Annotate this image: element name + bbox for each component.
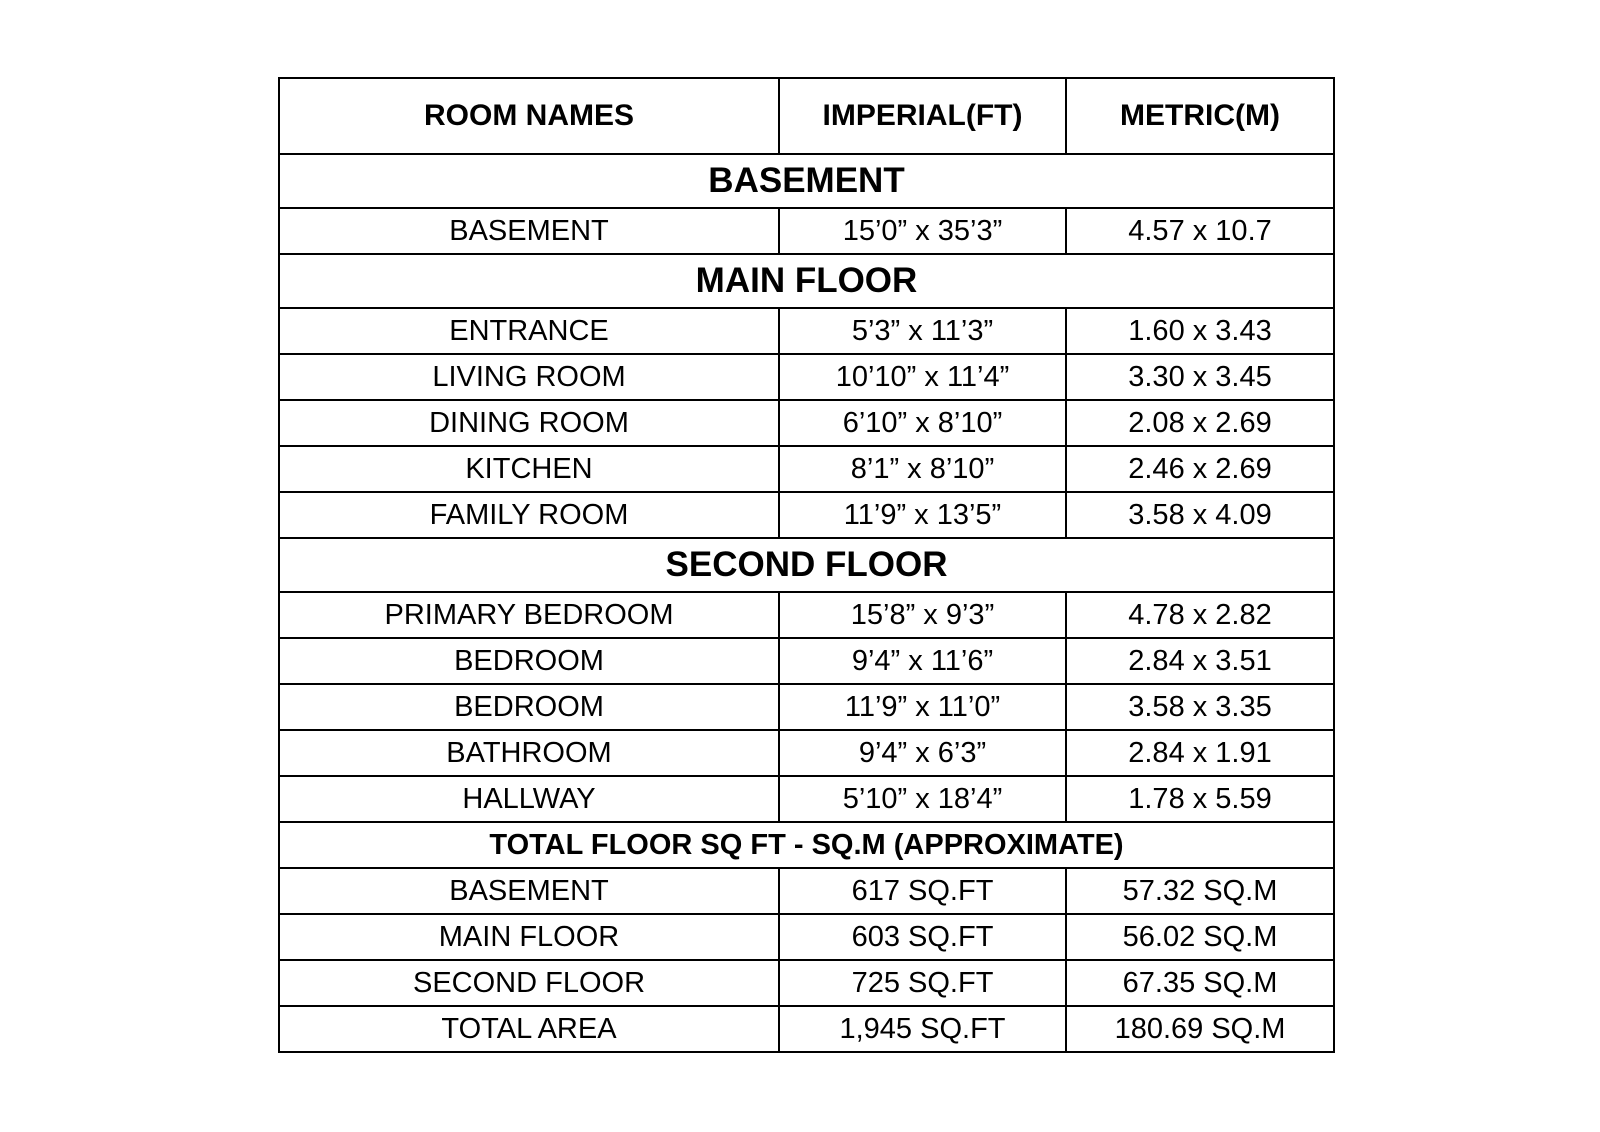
table-row — [279, 446, 1334, 492]
section-title: BASEMENT — [279, 154, 1334, 208]
room-name-cell: BEDROOM — [279, 684, 779, 730]
imperial-cell: 8’1” x 8’10” — [779, 446, 1066, 492]
metric-cell: 2.46 x 2.69 — [1066, 446, 1334, 492]
header-metric: METRIC(M) — [1066, 78, 1334, 154]
section-title: MAIN FLOOR — [279, 254, 1334, 308]
room-name-cell: KITCHEN — [279, 446, 779, 492]
metric-cell: 2.84 x 3.51 — [1066, 638, 1334, 684]
imperial-cell: 9’4” x 11’6” — [779, 638, 1066, 684]
metric-area-cell: 180.69 SQ.M — [1066, 1006, 1334, 1052]
imperial-cell: 9’4” x 6’3” — [779, 730, 1066, 776]
room-name-cell: BATHROOM — [279, 730, 779, 776]
floor-name-cell: TOTAL AREA — [279, 1006, 779, 1052]
room-name-cell: HALLWAY — [279, 776, 779, 822]
metric-cell: 4.78 x 2.82 — [1066, 592, 1334, 638]
imperial-cell: 15’0” x 35’3” — [779, 208, 1066, 254]
table-row — [279, 730, 1334, 776]
imperial-area-cell: 725 SQ.FT — [779, 960, 1066, 1006]
metric-area-cell: 57.32 SQ.M — [1066, 868, 1334, 914]
metric-cell: 1.78 x 5.59 — [1066, 776, 1334, 822]
metric-cell: 3.58 x 3.35 — [1066, 684, 1334, 730]
room-dimensions-table — [278, 77, 1335, 1053]
imperial-cell: 5’10” x 18’4” — [779, 776, 1066, 822]
header-imperial: IMPERIAL(FT) — [779, 78, 1066, 154]
metric-cell: 1.60 x 3.43 — [1066, 308, 1334, 354]
metric-cell: 4.57 x 10.7 — [1066, 208, 1334, 254]
table-row — [279, 684, 1334, 730]
imperial-cell: 15’8” x 9’3” — [779, 592, 1066, 638]
section-totals — [279, 822, 1334, 868]
floor-name-cell: MAIN FLOOR — [279, 914, 779, 960]
imperial-cell: 11’9” x 13’5” — [779, 492, 1066, 538]
imperial-area-cell: 603 SQ.FT — [779, 914, 1066, 960]
section-main-floor — [279, 254, 1334, 308]
floor-name-cell: SECOND FLOOR — [279, 960, 779, 1006]
table-row — [279, 638, 1334, 684]
room-dimensions-sheet — [278, 77, 1333, 1053]
imperial-cell: 6’10” x 8’10” — [779, 400, 1066, 446]
imperial-cell: 5’3” x 11’3” — [779, 308, 1066, 354]
table-row — [279, 868, 1334, 914]
metric-area-cell: 56.02 SQ.M — [1066, 914, 1334, 960]
metric-cell: 3.58 x 4.09 — [1066, 492, 1334, 538]
header-row — [279, 78, 1334, 154]
section-title: TOTAL FLOOR SQ FT - SQ.M (APPROXIMATE) — [279, 822, 1334, 868]
table-row — [279, 914, 1334, 960]
imperial-area-cell: 617 SQ.FT — [779, 868, 1066, 914]
room-name-cell: PRIMARY BEDROOM — [279, 592, 779, 638]
room-name-cell: BASEMENT — [279, 208, 779, 254]
imperial-cell: 11’9” x 11’0” — [779, 684, 1066, 730]
table-row — [279, 308, 1334, 354]
header-room-names: ROOM NAMES — [279, 78, 779, 154]
table-row — [279, 400, 1334, 446]
section-basement — [279, 154, 1334, 208]
metric-cell: 3.30 x 3.45 — [1066, 354, 1334, 400]
room-name-cell: DINING ROOM — [279, 400, 779, 446]
room-name-cell: LIVING ROOM — [279, 354, 779, 400]
section-title: SECOND FLOOR — [279, 538, 1334, 592]
floor-name-cell: BASEMENT — [279, 868, 779, 914]
metric-cell: 2.84 x 1.91 — [1066, 730, 1334, 776]
table-row — [279, 354, 1334, 400]
room-name-cell: FAMILY ROOM — [279, 492, 779, 538]
metric-area-cell: 67.35 SQ.M — [1066, 960, 1334, 1006]
table-row — [279, 1006, 1334, 1052]
table-row — [279, 492, 1334, 538]
table-row — [279, 960, 1334, 1006]
metric-cell: 2.08 x 2.69 — [1066, 400, 1334, 446]
room-name-cell: ENTRANCE — [279, 308, 779, 354]
imperial-cell: 10’10” x 11’4” — [779, 354, 1066, 400]
table-row — [279, 592, 1334, 638]
table-row — [279, 208, 1334, 254]
table-row — [279, 776, 1334, 822]
section-second-floor — [279, 538, 1334, 592]
room-name-cell: BEDROOM — [279, 638, 779, 684]
imperial-area-cell: 1,945 SQ.FT — [779, 1006, 1066, 1052]
